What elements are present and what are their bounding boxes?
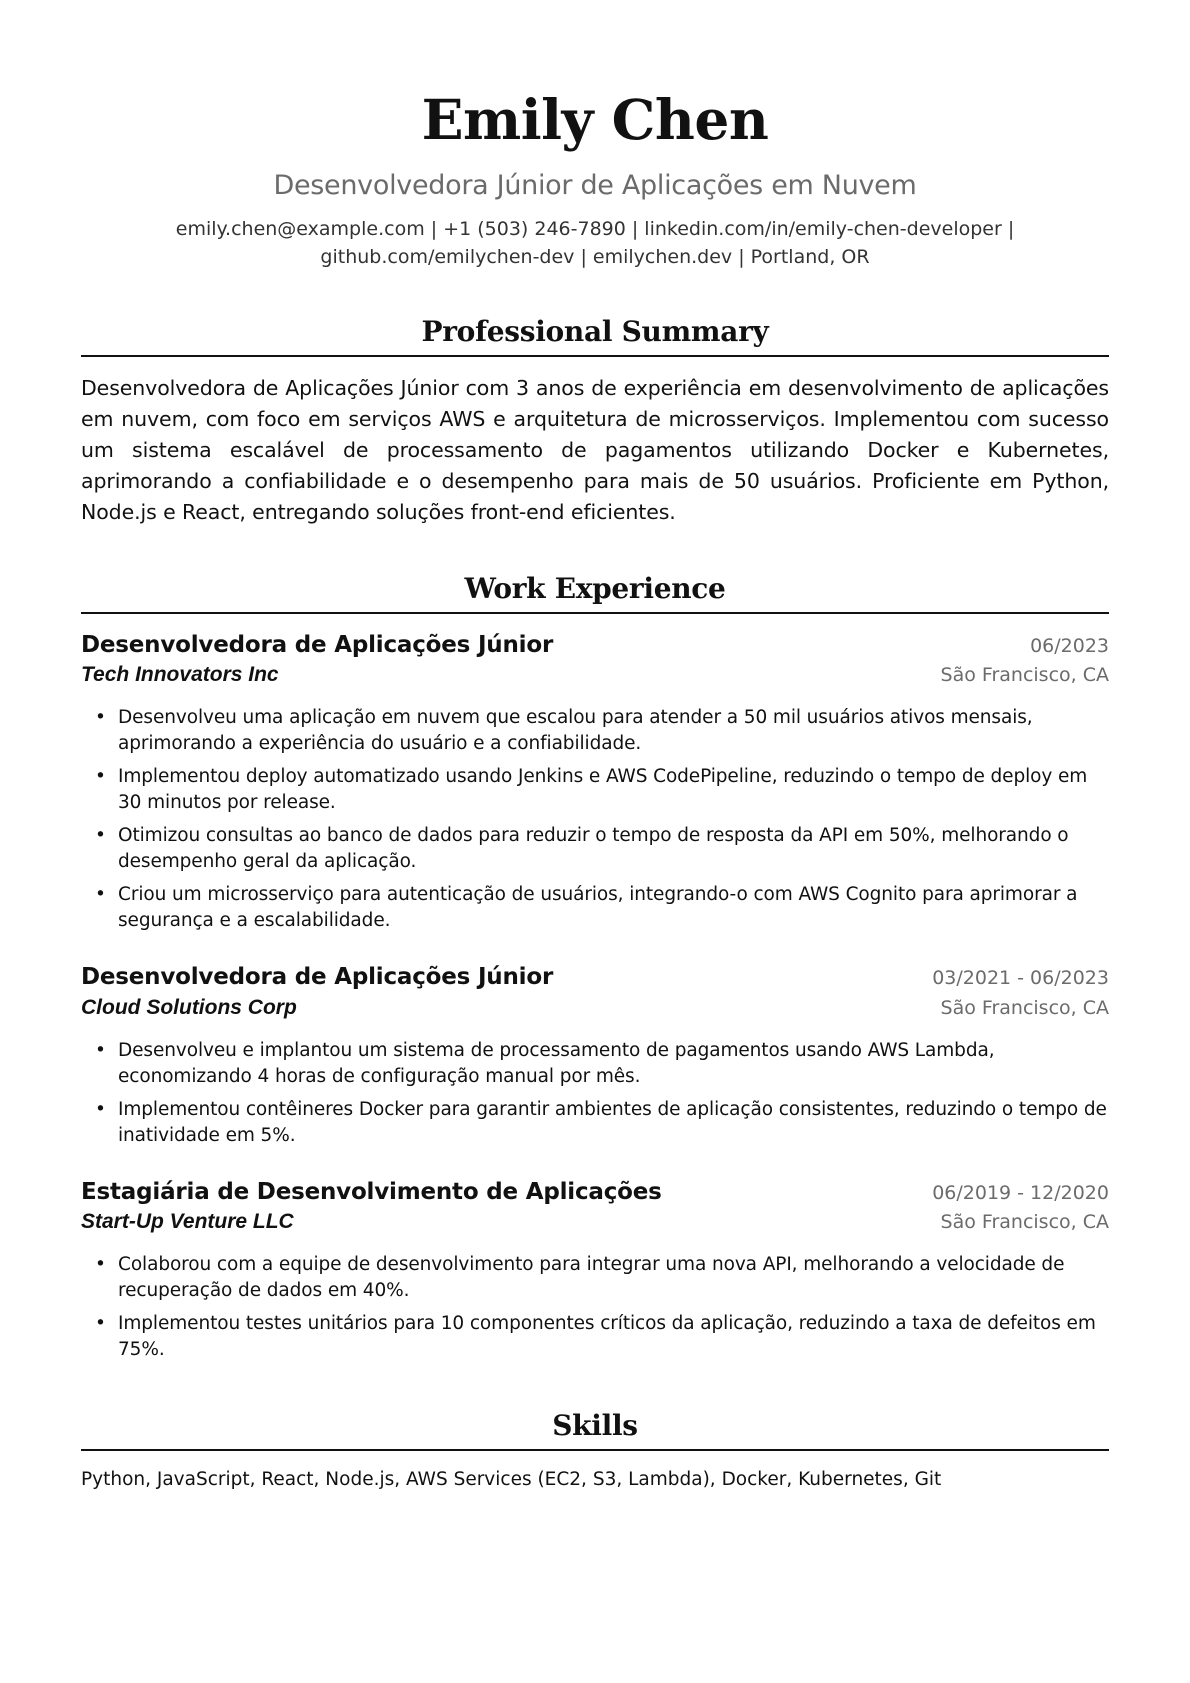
bullet-icon: • (95, 825, 106, 847)
section-divider (81, 355, 1109, 357)
contact-info (81, 215, 1109, 271)
job-entry (81, 632, 1109, 935)
list-item (81, 1038, 1109, 1090)
section-heading: Skills (552, 1409, 638, 1443)
job-title: Estagiária de Desenvolvimento de Aplicações (81, 1178, 662, 1205)
job-title: Desenvolvedora de Aplicações Júnior (81, 631, 554, 658)
candidate-title: Desenvolvedora Júnior de Aplicações em Nuvem (273, 170, 917, 201)
bullet-icon: • (95, 1039, 106, 1061)
bullet-text: Colaborou com a equipe de desenvolvimento para integrar uma nova API, melhorando a velocidade de recuperação de dados em 40%. (118, 1254, 1065, 1302)
job-location: São Francisco, CA (940, 1211, 1109, 1234)
list-item (81, 705, 1109, 757)
bullet-icon: • (95, 766, 106, 788)
list-item (81, 1252, 1109, 1304)
job-location: São Francisco, CA (940, 996, 1109, 1019)
candidate-name: Emily Chen (421, 87, 769, 152)
job-company: Cloud Solutions Corp (81, 995, 297, 1019)
bullet-icon: • (95, 707, 106, 729)
job-date: 06/2023 (1030, 634, 1109, 657)
bullet-text: Implementou deploy automatizado usando Jenkins e AWS CodePipeline, reduzindo o tempo de deploy em 30 minutos por release. (118, 766, 1088, 814)
list-item (81, 882, 1109, 934)
section-heading: Work Experience (464, 571, 726, 605)
job-company: Tech Innovators Inc (81, 663, 279, 687)
job-company: Start-Up Venture LLC (81, 1210, 294, 1234)
job-date: 03/2021 - 06/2023 (932, 967, 1109, 990)
professional-summary-section (81, 315, 1109, 528)
list-item (81, 823, 1109, 875)
contact-line: emily.chen@example.com | +1 (503) 246-7890 | linkedin.com/in/emily-chen-developer | (175, 218, 1015, 241)
bullet-text: Otimizou consultas ao banco de dados para reduzir o tempo de resposta da API em 50%, melhorando o desempenho geral da aplicação. (118, 825, 1069, 873)
work-experience-section (81, 572, 1109, 1363)
bullet-icon: • (95, 1254, 106, 1276)
list-item (81, 1311, 1109, 1363)
bullet-text: Desenvolveu uma aplicação em nuvem que escalou para atender a 50 mil usuários ativos mensais, aprimorando a experiência do usuário e a confiabilidade. (118, 707, 1033, 755)
skills-list: Python, JavaScript, React, Node.js, AWS Services (EC2, S3, Lambda), Docker, Kubernetes, Git (81, 1468, 942, 1490)
job-entry (81, 964, 1109, 1149)
bullet-text: Criou um microsserviço para autenticação de usuários, integrando-o com AWS Cognito para aprimorar a segurança e a escalabilidade. (118, 884, 1078, 932)
job-bullets (81, 1038, 1109, 1149)
bullet-text: Desenvolveu e implantou um sistema de processamento de pagamentos usando AWS Lambda, economizando 4 horas de configuração manual por mês. (118, 1039, 995, 1087)
job-date: 06/2019 - 12/2020 (932, 1181, 1109, 1204)
job-bullets (81, 705, 1109, 934)
bullet-icon: • (95, 1098, 106, 1120)
section-divider (81, 612, 1109, 614)
job-location: São Francisco, CA (940, 664, 1109, 687)
bullet-icon: • (95, 884, 106, 906)
list-item (81, 1097, 1109, 1149)
job-title: Desenvolvedora de Aplicações Júnior (81, 964, 554, 991)
job-entry (81, 1179, 1109, 1364)
section-heading: Professional Summary (421, 315, 769, 349)
summary-text: Desenvolvedora de Aplicações Júnior com 3 anos de experiência em desenvolvimento de aplicações em nuvem, com foco em serviços AWS e arquitetura de microsserviços. Implementou com sucesso um sistema escalável de processamento de pagamentos utilizando Docker e Kubernetes, aprimorando a confiabilidade e o desempenho para mais de 50 usuários. Proficiente em Python, Node.js e React, entregando soluções front-end eficientes. (81, 375, 1109, 524)
contact-line: github.com/emilychen-dev | emilychen.dev | Portland, OR (320, 246, 870, 269)
section-divider (81, 1449, 1109, 1451)
list-item (81, 764, 1109, 816)
bullet-text: Implementou contêineres Docker para garantir ambientes de aplicação consistentes, reduzindo o tempo de inatividade em 5%. (118, 1098, 1107, 1146)
skills-section (81, 1409, 1109, 1490)
bullet-text: Implementou testes unitários para 10 componentes críticos da aplicação, reduzindo a taxa de defeitos em 75%. (118, 1313, 1096, 1361)
job-bullets (81, 1252, 1109, 1363)
bullet-icon: • (95, 1313, 106, 1335)
